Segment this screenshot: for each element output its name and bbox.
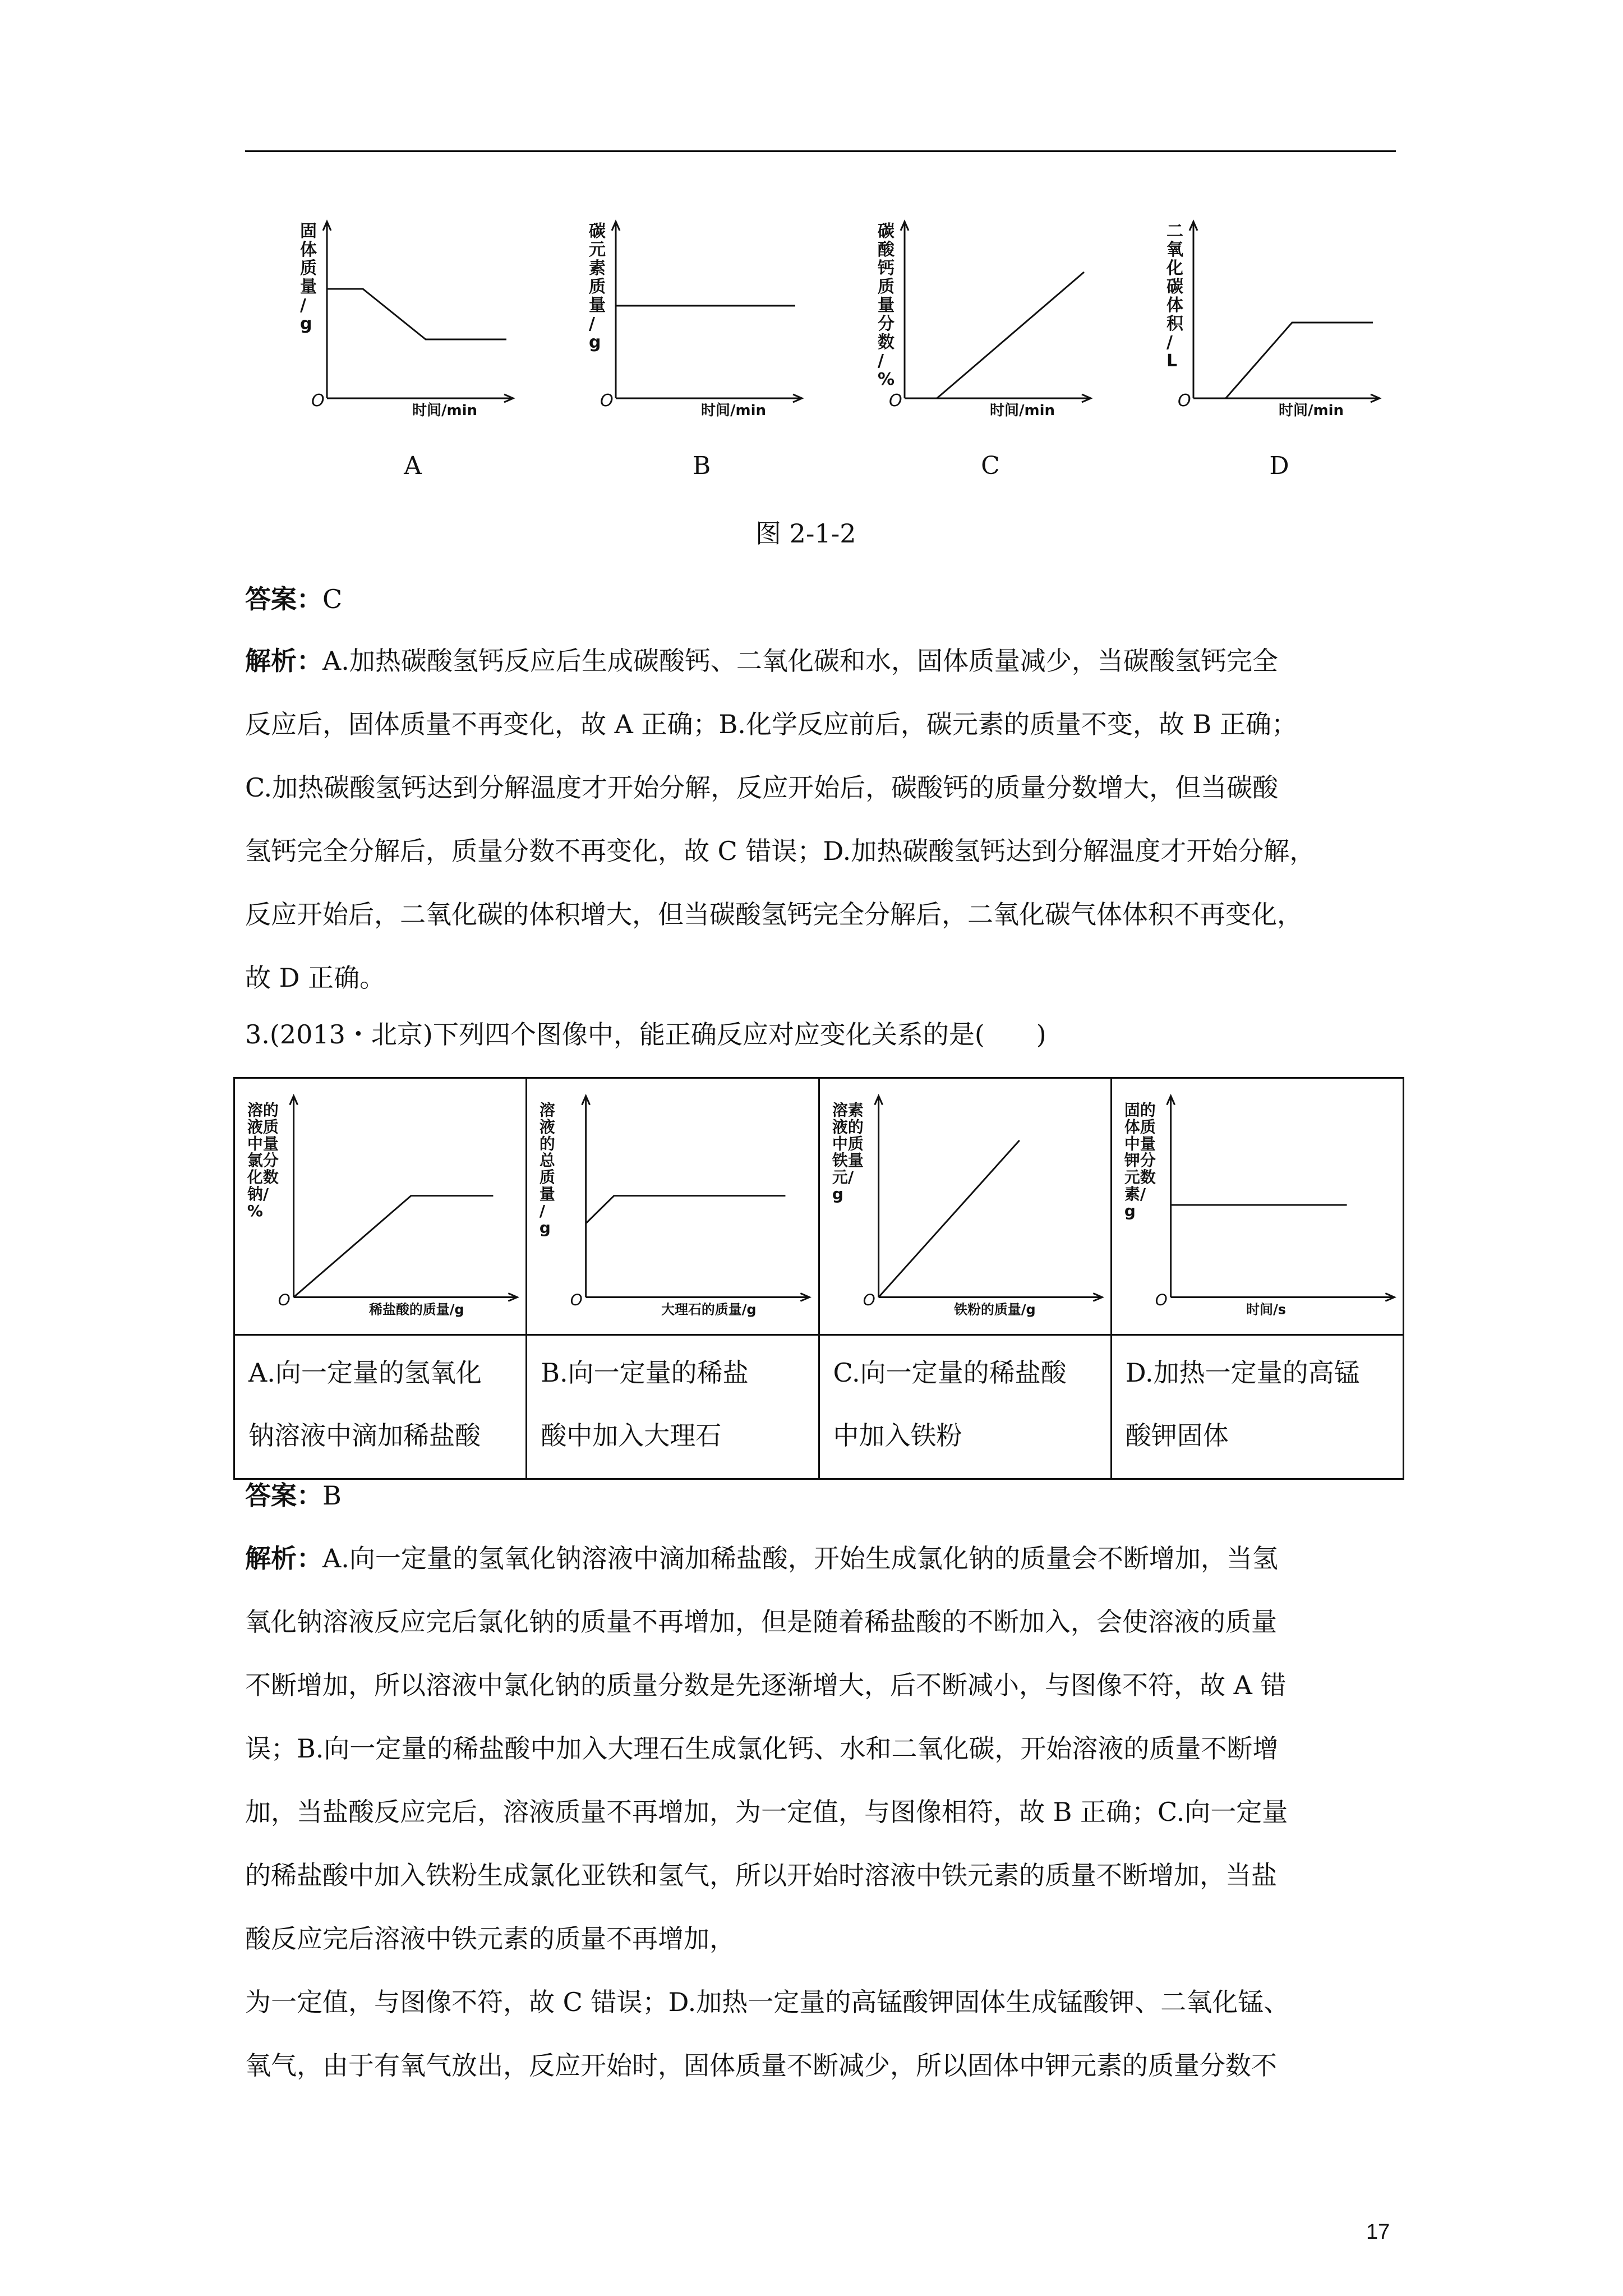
origin-label: O [278, 1290, 291, 1309]
y-axis-label-char: 体 [300, 240, 317, 260]
answer-1 [245, 568, 1400, 631]
y-axis-label-char: 化 [1166, 259, 1183, 278]
analysis-1-line: C.加热碳酸氢钙达到分解温度才开始分解，反应开始后，碳酸钙的质量分数增大，但当碳酸 [245, 772, 1279, 803]
analysis-3 [245, 1527, 1400, 2097]
y-axis-label-char: / [589, 314, 595, 334]
data-line [294, 1196, 494, 1297]
question-3-option-b: B.向一定量的稀盐 酸中加入大理石 [527, 1335, 819, 1479]
answer-3 [245, 1464, 1400, 1527]
y-axis-label-char: 碳 [878, 222, 895, 241]
y-axis-label-char: % [247, 1201, 263, 1220]
answer-3-value: B [322, 1480, 342, 1511]
y-axis-label-char: L [1166, 351, 1178, 371]
y-axis-label-char: 中量 [247, 1134, 279, 1153]
analysis-3-line: 不断增加，所以溶液中氯化钠的质量分数是先逐渐增大，后不断减小，与图像不符，故 A 错 [245, 1670, 1287, 1700]
question-3-graph-b [527, 1079, 818, 1334]
y-axis-label-char: g [832, 1185, 843, 1204]
question-3-table [233, 1077, 1404, 1480]
analysis-3-label: 解析： [245, 1543, 322, 1573]
y-axis-label-char: 氯分 [247, 1151, 279, 1170]
y-axis-label-char: 量 [300, 277, 317, 297]
question-3-graph-cell [527, 1078, 819, 1335]
page-number: 17 [1366, 2220, 1390, 2244]
x-axis-label: 铁粉的质量/g [953, 1301, 1036, 1318]
origin-label: O [1155, 1290, 1168, 1309]
y-axis-label-char: 素/ [1124, 1185, 1146, 1204]
question-3-graph-d [1112, 1079, 1403, 1334]
y-axis-label-char: 素 [589, 259, 606, 278]
y-axis-label-char: 铁量 [832, 1151, 864, 1170]
figure-graph-b [589, 202, 836, 443]
y-axis-label-char: 的 [540, 1134, 556, 1153]
y-axis-label-char: 体 [1166, 296, 1183, 315]
analysis-1-line: 解析：A.加热碳酸氢钙反应后生成碳酸钙、二氧化碳和水，固体质量减少，当碳酸氢钙完全 [245, 646, 1278, 676]
y-axis-label-char: 量 [540, 1185, 556, 1204]
analysis-1-line: 氢钙完全分解后，质量分数不再变化，故 C 错误；D.加热碳酸氢钙达到分解温度才开始分解， [245, 836, 1316, 866]
analysis-3-line: 加，当盐酸反应完后，溶液质量不再增加，为一定值，与图像相符，故 B 正确；C.向一定量 [245, 1797, 1288, 1827]
y-axis-label-char: 钠/ [247, 1185, 269, 1204]
analysis-1-line: 反应后，固体质量不再变化，故 A 正确；B.化学反应前后，碳元素的质量不变，故 B 正确； [245, 709, 1297, 739]
y-axis-label-char: g [300, 314, 312, 334]
question-3-graph-a [235, 1079, 525, 1334]
x-axis-label: 稀盐酸的质量/g [369, 1301, 464, 1318]
analysis-3-line: 误；B.向一定量的稀盐酸中加入大理石生成氯化钙、水和二氧化碳，开始溶液的质量不断增 [245, 1733, 1279, 1764]
x-axis-label: 大理石的质量/g [661, 1301, 757, 1318]
y-axis-label-char: 体质 [1124, 1117, 1156, 1137]
y-axis-label-char: g [589, 333, 601, 352]
y-axis-label-char: 分 [878, 314, 895, 334]
figure-label-c: C [981, 452, 1000, 480]
x-axis-label: 时间/min [1279, 402, 1344, 419]
data-line [586, 1196, 786, 1223]
x-axis-label: 时间/min [990, 402, 1055, 419]
y-axis-label-char: 质 [300, 259, 317, 278]
y-axis-label-char: 液质 [247, 1117, 279, 1137]
data-line [878, 1140, 1019, 1297]
question-3-stem: 3.(2013・北京)下列四个图像中，能正确反应对应变化关系的是( ) [245, 1019, 1046, 1050]
answer-1-value: C [322, 584, 343, 614]
analysis-1-line: 故 D 正确。 [245, 963, 386, 993]
y-axis-label-char: 碳 [589, 222, 606, 241]
analysis-3-line: 氧化钠溶液反应完后氯化钠的质量不再增加，但是随着稀盐酸的不断加入，会使溶液的质量 [245, 1607, 1277, 1637]
analysis-1 [245, 629, 1400, 1010]
figure-graph-d [1166, 202, 1413, 443]
figure-label-b: B [692, 452, 711, 480]
y-axis-label-char: 质 [878, 277, 895, 297]
y-axis-label-char: 固的 [1124, 1101, 1156, 1120]
question-3-option-c: C.向一定量的稀盐酸 中加入铁粉 [819, 1335, 1111, 1479]
y-axis-label-char: / [878, 351, 884, 371]
analysis-3-line: 酸反应完后溶液中铁元素的质量不再增加， [245, 1924, 735, 1954]
y-axis-label-char: 固 [300, 222, 317, 241]
question-3-graph-cell [1111, 1078, 1403, 1335]
question-3-graph-cell [819, 1078, 1111, 1335]
question-3-option-d: D.加热一定量的高锰 酸钾固体 [1111, 1335, 1403, 1479]
figure-label-d: D [1269, 452, 1289, 480]
analysis-3-line: 氧气，由于有氧气放出，反应开始时，固体质量不断减少，所以固体中钾元素的质量分数不 [245, 2050, 1277, 2081]
y-axis-label-char: 碳 [1166, 277, 1183, 297]
data-line [937, 272, 1084, 398]
answer-1-label: 答案： [245, 584, 322, 614]
y-axis-label-char: / [540, 1201, 546, 1220]
figure-label-a: A [404, 452, 422, 480]
figure-caption: 图 2-1-2 [755, 518, 856, 549]
y-axis-label-char: 氧 [1166, 240, 1183, 260]
y-axis-label-char: 酸 [878, 240, 895, 260]
question-3-graph-c [820, 1079, 1110, 1334]
analysis-1-line: 反应开始后，二氧化碳的体积增大，但当碳酸氢钙完全分解后，二氧化碳气体体积不再变化， [245, 899, 1303, 930]
y-axis-label-char: 溶素 [832, 1101, 864, 1120]
y-axis-label-char: 量 [589, 296, 606, 315]
y-axis-label-char: 质 [589, 277, 606, 297]
y-axis-label-char: 溶 [540, 1101, 556, 1120]
answer-3-label: 答案： [245, 1480, 322, 1511]
y-axis-label-char: 液 [540, 1117, 556, 1137]
y-axis-label-char: 化数 [247, 1168, 279, 1187]
analysis-1-label: 解析： [245, 646, 322, 676]
data-line [327, 289, 506, 339]
y-axis-label-char: g [1124, 1201, 1136, 1220]
x-axis-label: 时间/s [1246, 1301, 1286, 1318]
figure-graph-a [300, 202, 547, 443]
header-rule [245, 150, 1396, 152]
y-axis-label-char: 中量 [1124, 1134, 1156, 1153]
question-3-option-a: A.向一定量的氢氧化 钠溶液中滴加稀盐酸 [234, 1335, 527, 1479]
origin-label: O [600, 391, 614, 411]
y-axis-label-char: 总 [540, 1151, 556, 1170]
y-axis-label-char: % [878, 370, 895, 389]
y-axis-label-char: 中质 [832, 1134, 864, 1153]
y-axis-label-char: 二 [1166, 222, 1183, 241]
y-axis-label-char: g [540, 1218, 551, 1237]
x-axis-label: 时间/min [412, 402, 478, 419]
y-axis-label-char: 钾分 [1124, 1151, 1156, 1170]
origin-label: O [570, 1290, 583, 1309]
analysis-3-line: 为一定值，与图像不符，故 C 错误；D.加热一定量的高锰酸钾固体生成锰酸钾、二氧化锰、 [245, 1987, 1290, 2017]
y-axis-label-char: 量 [878, 296, 895, 315]
origin-label: O [863, 1290, 875, 1309]
y-axis-label-char: 元 [589, 240, 606, 260]
origin-label: O [889, 391, 902, 411]
figure-graph-c [878, 202, 1124, 443]
y-axis-label-char: 溶的 [247, 1101, 279, 1120]
y-axis-label-char: 元数 [1124, 1168, 1156, 1187]
x-axis-label: 时间/min [701, 402, 767, 419]
y-axis-label-char: 积 [1166, 314, 1183, 334]
origin-label: O [1178, 391, 1191, 411]
origin-label: O [311, 391, 325, 411]
data-line [1226, 323, 1373, 398]
analysis-3-line: 解析：A.向一定量的氢氧化钠溶液中滴加稀盐酸，开始生成氯化钠的质量会不断增加，当氢 [245, 1543, 1278, 1573]
y-axis-label-char: 钙 [878, 259, 895, 278]
y-axis-label-char: 质 [540, 1168, 556, 1187]
y-axis-label-char: / [300, 296, 306, 315]
y-axis-label-char: 数 [878, 333, 895, 352]
analysis-3-line: 的稀盐酸中加入铁粉生成氯化亚铁和氢气，所以开始时溶液中铁元素的质量不断增加，当盐 [245, 1860, 1277, 1890]
y-axis-label-char: / [1166, 333, 1173, 352]
y-axis-label-char: 元/ [832, 1168, 854, 1187]
y-axis-label-char: 液的 [832, 1117, 864, 1137]
question-3-graph-cell [234, 1078, 527, 1335]
